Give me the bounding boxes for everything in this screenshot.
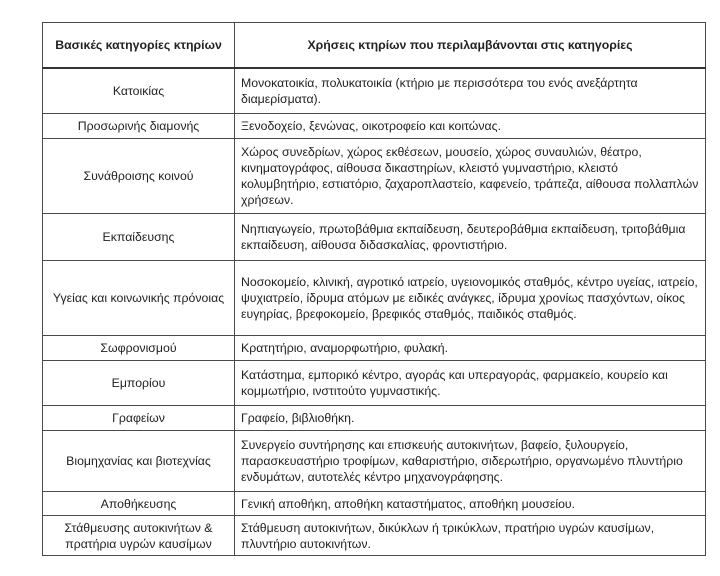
uses-cell: Ξενοδοχείο, ξενώνας, οικοτροφείο και κοιτώνας. bbox=[235, 114, 706, 139]
category-cell: Εκπαίδευσης bbox=[43, 214, 235, 261]
category-cell: Στάθμευσης αυτοκινήτων & πρατήρια υγρών καυσίμων bbox=[43, 516, 235, 556]
category-cell: Κατοικίας bbox=[43, 68, 235, 114]
table-row bbox=[43, 406, 706, 431]
table-row bbox=[43, 431, 706, 492]
uses-cell: Κατάστημα, εμπορικό κέντρο, αγοράς και υπεραγοράς, φαρμακείο, κουρείο και κομμωτήριο, ινστιτούτο γυμναστικής. bbox=[235, 361, 706, 406]
uses-cell: Κρατητήριο, αναμορφωτήριο, φυλακή. bbox=[235, 336, 706, 361]
category-cell: Γραφείων bbox=[43, 406, 235, 431]
category-cell: Αποθήκευσης bbox=[43, 492, 235, 516]
uses-cell: Συνεργείο συντήρησης και επισκευής αυτοκινήτων, βαφείο, ξυλουργείο, παρασκευαστήριο τροφίμων, καθαριστήριο, σιδερωτήριο, οργανωμένο πλυντήριο ενδυμάτων, αυτοτελές κέντρο μηχανογράφησης. bbox=[235, 431, 706, 492]
category-cell: Σωφρονισμού bbox=[43, 336, 235, 361]
table-row bbox=[43, 139, 706, 214]
table-row bbox=[43, 214, 706, 261]
header-category: Βασικές κατηγορίες κτηρίων bbox=[43, 23, 235, 69]
header-uses: Χρήσεις κτηρίων που περιλαμβάνονται στις κατηγορίες bbox=[235, 23, 706, 69]
table-row bbox=[43, 261, 706, 336]
table-row bbox=[43, 68, 706, 114]
table-header-row bbox=[43, 23, 706, 69]
table-row bbox=[43, 336, 706, 361]
category-cell: Εμπορίου bbox=[43, 361, 235, 406]
table-row bbox=[43, 114, 706, 139]
uses-cell: Γραφείο, βιβλιοθήκη. bbox=[235, 406, 706, 431]
category-cell: Υγείας και κοινωνικής πρόνοιας bbox=[43, 261, 235, 336]
category-cell: Προσωρινής διαμονής bbox=[43, 114, 235, 139]
table-row bbox=[43, 516, 706, 556]
uses-cell: Μονοκατοικία, πολυκατοικία (κτήριο με περισσότερα του ενός ανεξάρτητα διαμερίσματα). bbox=[235, 68, 706, 114]
uses-cell: Στάθμευση αυτοκινήτων, δικύκλων ή τρικύκλων, πρατήριο υγρών καυσίμων, πλυντήριο αυτοκινήτων. bbox=[235, 516, 706, 556]
uses-cell: Νηπιαγωγείο, πρωτοβάθμια εκπαίδευση, δευτεροβάθμια εκπαίδευση, τριτοβάθμια εκπαίδευση, αίθουσα διδασκαλίας, φροντιστήριο. bbox=[235, 214, 706, 261]
category-cell: Βιομηχανίας και βιοτεχνίας bbox=[43, 431, 235, 492]
uses-cell: Νοσοκομείο, κλινική, αγροτικό ιατρείο, υγειονομικός σταθμός, κέντρο υγείας, ιατρείο, ψυχιατρείο, ίδρυμα ατόμων με ειδικές ανάγκες, ίδρυμα χρονίως πασχόντων, οίκος ευγηρίας, βρεφοκομείο, βρεφικός σταθμός, παιδικός σταθμός. bbox=[235, 261, 706, 336]
table-row bbox=[43, 361, 706, 406]
category-cell: Συνάθροισης κοινού bbox=[43, 139, 235, 214]
uses-cell: Γενική αποθήκη, αποθήκη καταστήματος, αποθήκη μουσείου. bbox=[235, 492, 706, 516]
building-categories-table bbox=[42, 22, 706, 556]
table-row bbox=[43, 492, 706, 516]
uses-cell: Χώρος συνεδρίων, χώρος εκθέσεων, μουσείο, χώρος συναυλιών, θέατρο, κινηματογράφος, αίθουσα δικαστηρίων, κλειστό γυμναστήριο, κλειστό κολυμβητήριο, εστιατόριο, ζαχαροπλαστείο, καφενείο, τράπεζα, αίθουσα πολλαπλών χρήσεων. bbox=[235, 139, 706, 214]
